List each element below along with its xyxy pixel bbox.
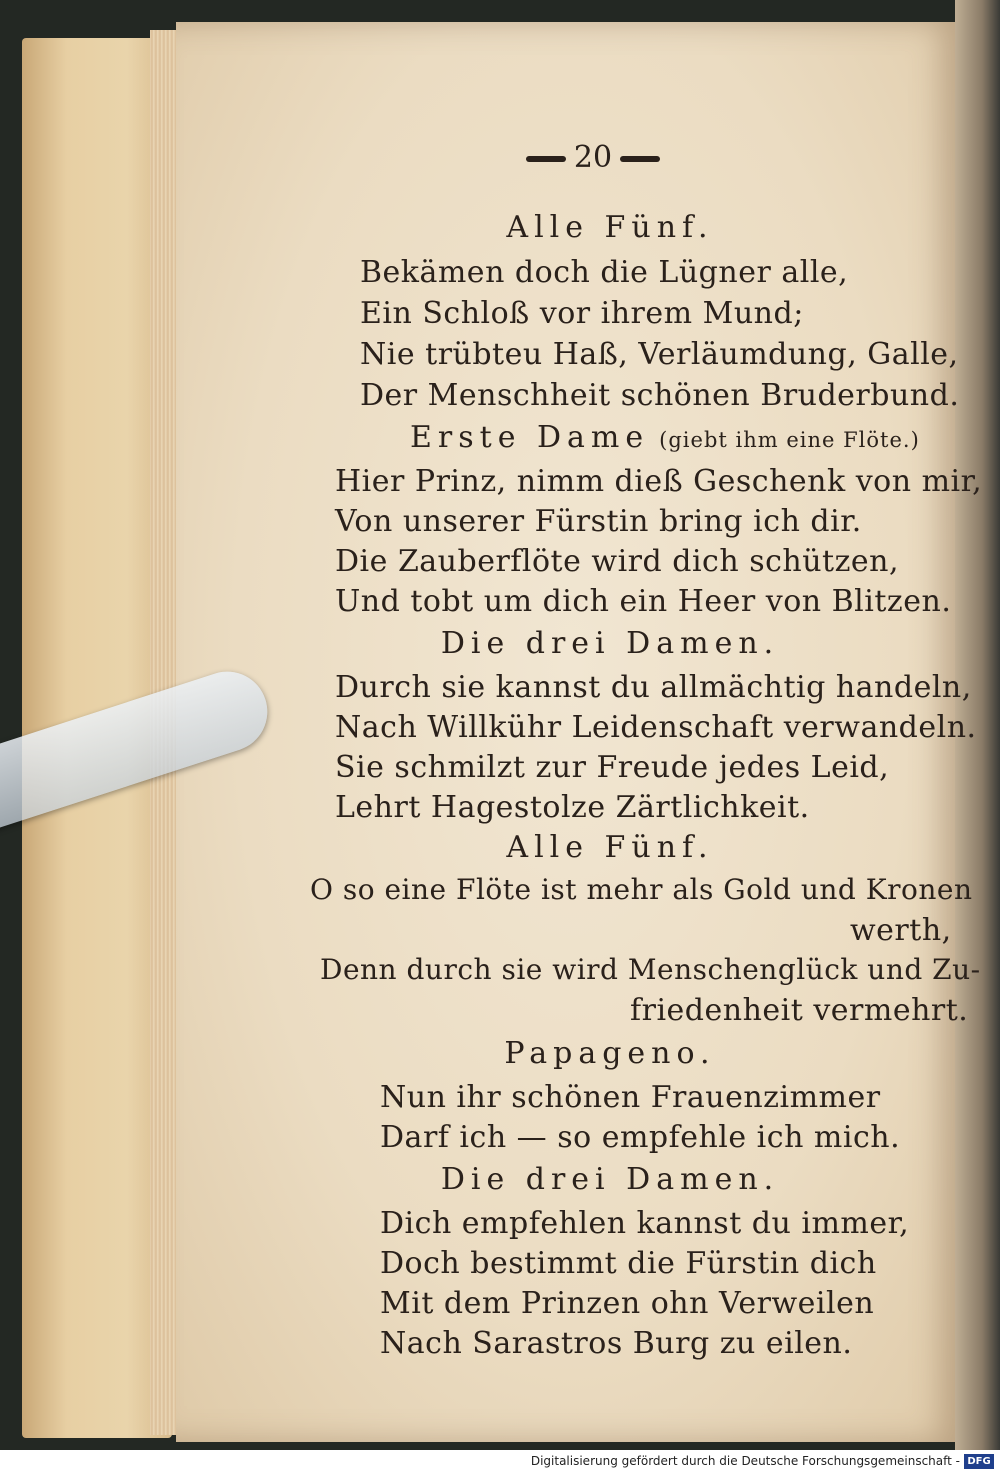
speaker-stage-line — [410, 420, 920, 455]
verse-line: Sie schmilzt zur Freude jedes Leid, — [335, 750, 890, 785]
verse-line: Nach Sarastros Burg zu eilen. — [380, 1326, 853, 1361]
verse-line: Lehrt Hagestolze Zärtlichkeit. — [335, 790, 810, 825]
verse-line: Nach Willkühr Leidenschaft verwandeln. — [335, 710, 977, 745]
speaker-line: Alle Fünf. — [506, 830, 714, 865]
speaker-line: Alle Fünf. — [506, 210, 714, 245]
page-number — [508, 140, 678, 175]
verse-line: Durch sie kannst du allmächtig handeln, — [335, 670, 972, 705]
verse-line: Und tobt um dich ein Heer von Blitzen. — [335, 584, 952, 619]
verse-line: O so eine Flöte ist mehr als Gold und Kronen — [310, 873, 973, 906]
funding-credit: Digitalisierung gefördert durch die Deutsche Forschungsgemeinschaft - — [530, 1454, 960, 1468]
dfg-logo-icon: DFG — [964, 1454, 994, 1469]
verse-line: Die Zauberflöte wird dich schützen, — [335, 544, 900, 579]
verse-continuation: friedenheit vermehrt. — [630, 993, 969, 1028]
verse-line: Darf ich — so empfehle ich mich. — [380, 1120, 901, 1155]
speaker-name: Erste Dame — [410, 420, 650, 455]
verse-line: Mit dem Prinzen ohn Verweilen — [380, 1286, 875, 1321]
stage-direction: (giebt ihm eine Flöte.) — [659, 428, 920, 452]
verse-line: Der Menschheit schönen Bruderbund. — [360, 378, 960, 413]
verse-line: Ein Schloß vor ihrem Mund; — [360, 296, 804, 331]
speaker-line: Die drei Damen. — [440, 626, 780, 661]
verse-line: Nun ihr schönen Frauenzimmer — [380, 1080, 881, 1115]
dash-left — [526, 156, 566, 162]
verse-continuation: werth, — [850, 913, 952, 948]
verse-line: Von unserer Fürstin bring ich dir. — [335, 504, 862, 539]
speaker-line: Die drei Damen. — [440, 1162, 780, 1197]
verse-line: Bekämen doch die Lügner alle, — [360, 255, 849, 290]
footer-bar — [0, 1450, 1000, 1474]
speaker-line: Papageno. — [504, 1036, 716, 1071]
verse-line: Doch bestimmt die Fürstin dich — [380, 1246, 877, 1281]
verse-line: Hier Prinz, nimm dieß Geschenk von mir, — [335, 464, 983, 499]
page-number-value: 20 — [573, 140, 613, 175]
dash-right — [620, 156, 660, 162]
verse-line: Denn durch sie wird Menschenglück und Zu- — [320, 953, 981, 986]
verse-line: Dich empfehlen kannst du immer, — [380, 1206, 910, 1241]
verse-line: Nie trübteu Haß, Verläumdung, Galle, — [360, 337, 959, 372]
